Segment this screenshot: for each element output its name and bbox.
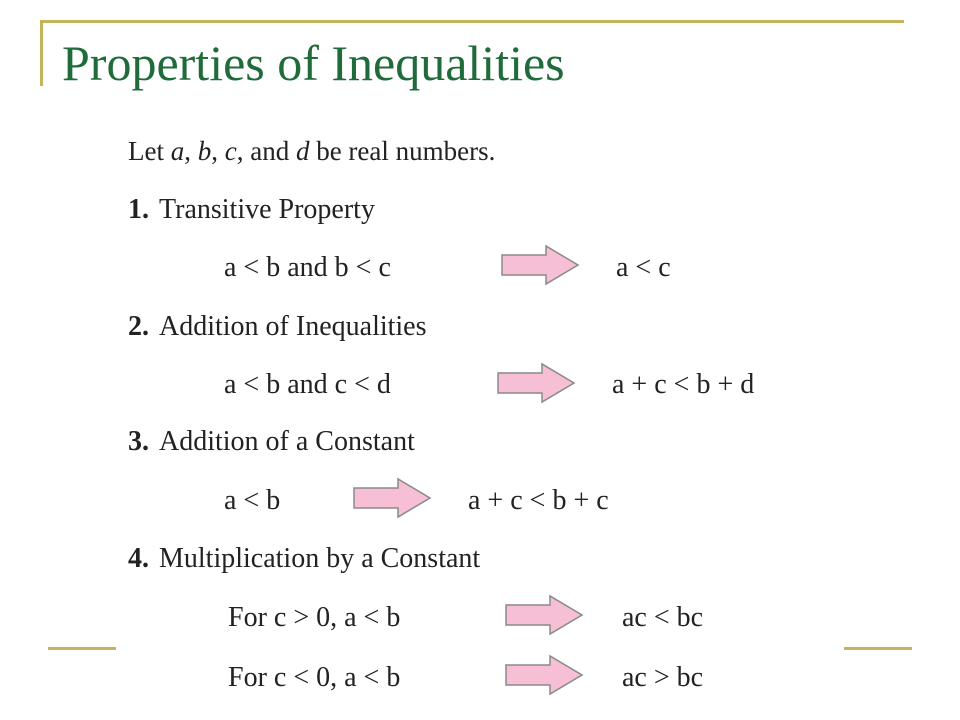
conclusion-text: a < c [616, 252, 671, 283]
property-heading-4 [128, 545, 480, 573]
property-number: 3. [128, 426, 149, 457]
intro-prefix: Let [128, 136, 171, 166]
property-name: Addition of a Constant [159, 426, 415, 457]
var-d: d [295, 136, 310, 166]
intro-sep1: , [184, 136, 198, 166]
intro-sep2: , [211, 136, 225, 166]
property-name: Addition of Inequalities [159, 311, 427, 342]
rule-premise-3 [224, 487, 280, 515]
conclusion-text: a + c < b + d [612, 369, 755, 400]
intro-and: , and [236, 136, 296, 166]
frame-bottom-left-line [48, 647, 116, 650]
premise-text: a < b and b < c [224, 252, 391, 283]
rule-premise-2 [224, 371, 391, 399]
rule-premise-4a [228, 604, 400, 632]
right-arrow-icon [496, 362, 576, 404]
intro-text [128, 138, 495, 165]
premise-text: For c > 0, a < b [228, 602, 401, 633]
property-number: 2. [128, 311, 149, 342]
property-number: 4. [128, 543, 149, 574]
var-b: b [197, 136, 212, 166]
intro-suffix: be real numbers. [309, 136, 496, 166]
rule-conclusion-4a [622, 604, 703, 632]
rule-conclusion-1 [616, 254, 671, 282]
frame-left-line [40, 20, 43, 86]
premise-text: a < b [224, 485, 281, 516]
rule-conclusion-2 [612, 371, 754, 399]
right-arrow-icon [352, 477, 432, 519]
rule-premise-1 [224, 254, 391, 282]
conclusion-text: ac < bc [622, 602, 704, 633]
premise-text: For c < 0, a < b [228, 662, 401, 693]
right-arrow-icon [500, 244, 580, 286]
frame-bottom-right-line [844, 647, 912, 650]
rule-conclusion-3 [468, 487, 609, 515]
slide-title: Properties of Inequalities [62, 35, 565, 91]
property-heading-1 [128, 196, 375, 224]
var-c: c [224, 136, 237, 166]
premise-text: a < b and c < d [224, 369, 391, 400]
right-arrow-icon [504, 594, 584, 636]
property-name: Transitive Property [159, 194, 375, 225]
property-number: 1. [128, 194, 149, 225]
rule-conclusion-4b [622, 664, 703, 692]
frame-top-line [40, 20, 904, 23]
rule-premise-4b [228, 664, 400, 692]
property-heading-2 [128, 313, 427, 341]
property-heading-3 [128, 428, 415, 456]
var-a: a [170, 136, 185, 166]
conclusion-text: a + c < b + c [468, 485, 609, 516]
conclusion-text: ac > bc [622, 662, 704, 693]
right-arrow-icon [504, 654, 584, 696]
property-name: Multiplication by a Constant [159, 543, 481, 574]
